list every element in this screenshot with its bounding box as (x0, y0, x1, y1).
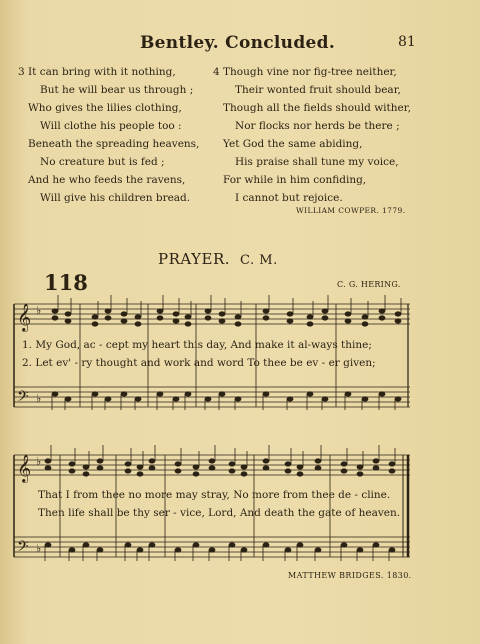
note-head (205, 397, 211, 401)
note-head (121, 312, 127, 316)
note-head (307, 322, 313, 326)
note-head (389, 469, 395, 473)
note-head (322, 316, 328, 320)
note-head (185, 392, 191, 396)
note-head (357, 465, 363, 469)
note-head (149, 466, 155, 470)
verse-line: But he will bear us through ; (40, 84, 194, 96)
hymn-meter: C. M. (240, 253, 278, 268)
note-head (307, 392, 313, 396)
note-head (357, 472, 363, 476)
note-head (389, 548, 395, 552)
note-head (173, 312, 179, 316)
note-head (395, 397, 401, 401)
verse-line: And he who feeds the ravens, (28, 174, 186, 186)
note-head (315, 459, 321, 463)
note-head (149, 459, 155, 463)
note-head (65, 312, 71, 316)
note-head (137, 465, 143, 469)
composer-credit: C. G. HERING. (337, 280, 401, 289)
note-head (97, 548, 103, 552)
note-head (263, 459, 269, 463)
note-head (209, 548, 215, 552)
note-head (345, 319, 351, 323)
note-head (263, 466, 269, 470)
note-head (157, 316, 163, 320)
note-head (389, 462, 395, 466)
note-head (297, 465, 303, 469)
page-header-title: Bentley. Concluded. (140, 33, 336, 53)
note-head (285, 462, 291, 466)
verse-author-credit: WILLIAM COWPER. 1779. (296, 206, 406, 215)
note-head (125, 462, 131, 466)
note-head (83, 543, 89, 547)
verse-line: Though all the fields should wither, (223, 102, 411, 114)
verse-line: Who gives the lilies clothing, (28, 102, 182, 114)
note-head (135, 397, 141, 401)
note-head (373, 543, 379, 547)
note-head (287, 319, 293, 323)
svg-text:𝄢: 𝄢 (17, 388, 29, 409)
note-head (362, 322, 368, 326)
note-head (135, 315, 141, 319)
note-head (185, 315, 191, 319)
note-head (341, 469, 347, 473)
note-head (97, 466, 103, 470)
note-head (149, 543, 155, 547)
lyric-line: Then life shall be thy ser - vice, Lord, And death the gate of heaven. (38, 507, 401, 519)
note-head (105, 316, 111, 320)
note-head (285, 548, 291, 552)
note-head (137, 548, 143, 552)
note-head (135, 322, 141, 326)
note-head (229, 543, 235, 547)
note-head (175, 548, 181, 552)
lyric-line: 2. Let ev' - ry thought and work and word To thee be ev - er given; (22, 357, 376, 369)
note-head (263, 309, 269, 313)
note-head (69, 548, 75, 552)
note-head (125, 543, 131, 547)
note-head (241, 472, 247, 476)
note-head (395, 319, 401, 323)
note-head (209, 466, 215, 470)
note-head (157, 392, 163, 396)
note-head (341, 543, 347, 547)
note-head (209, 459, 215, 463)
note-head (105, 309, 111, 313)
note-head (229, 469, 235, 473)
note-head (92, 315, 98, 319)
note-head (105, 397, 111, 401)
note-head (379, 316, 385, 320)
verse-line: Will clothe his people too : (40, 120, 182, 132)
note-head (157, 309, 163, 313)
note-head (92, 392, 98, 396)
svg-text:𝄞: 𝄞 (17, 454, 32, 482)
note-head (297, 472, 303, 476)
note-head (357, 548, 363, 552)
svg-text:𝄞: 𝄞 (17, 303, 32, 331)
note-head (322, 309, 328, 313)
note-head (83, 472, 89, 476)
note-head (235, 322, 241, 326)
note-head (65, 319, 71, 323)
page-number: 81 (398, 34, 416, 50)
note-head (52, 316, 58, 320)
note-head (241, 548, 247, 552)
verse-line: Their wonted fruit should bear, (235, 84, 401, 96)
note-head (341, 462, 347, 466)
note-head (345, 312, 351, 316)
note-head (83, 465, 89, 469)
note-head (185, 322, 191, 326)
note-head (45, 466, 51, 470)
svg-text:♭: ♭ (36, 392, 42, 405)
note-head (173, 397, 179, 401)
note-head (193, 472, 199, 476)
note-head (69, 469, 75, 473)
verse-line: No creature but is fed ; (40, 156, 165, 168)
verse-line: Beneath the spreading heavens, (28, 138, 200, 150)
note-head (263, 543, 269, 547)
note-head (362, 397, 368, 401)
note-head (263, 392, 269, 396)
svg-text:𝄢: 𝄢 (17, 538, 29, 559)
note-head (287, 312, 293, 316)
note-head (97, 459, 103, 463)
note-head (92, 322, 98, 326)
note-head (379, 309, 385, 313)
note-head (193, 465, 199, 469)
lyric-line: That I from thee no more may stray, No more from thee de - cline. (38, 489, 391, 501)
verse-line: I cannot but rejoice. (235, 192, 343, 204)
hymn-tune-name: PRAYER. (158, 250, 231, 268)
note-head (193, 543, 199, 547)
note-head (287, 397, 293, 401)
note-head (52, 309, 58, 313)
note-head (175, 469, 181, 473)
verse-line: His praise shall tune my voice, (235, 156, 399, 168)
lyric-line: 1. My God, ac - cept my heart this day, And make it al-ways thine; (22, 339, 372, 351)
note-head (121, 319, 127, 323)
note-head (373, 459, 379, 463)
note-head (173, 319, 179, 323)
svg-text:♭: ♭ (36, 304, 42, 317)
note-head (229, 462, 235, 466)
note-head (121, 392, 127, 396)
note-head (315, 466, 321, 470)
note-head (322, 397, 328, 401)
svg-text:♭: ♭ (36, 542, 42, 555)
note-head (45, 459, 51, 463)
note-head (52, 392, 58, 396)
verse-line: 4 Though vine nor fig-tree neither, (213, 66, 397, 78)
note-head (219, 312, 225, 316)
note-head (263, 316, 269, 320)
note-head (137, 472, 143, 476)
note-head (395, 312, 401, 316)
note-head (241, 465, 247, 469)
note-head (315, 548, 321, 552)
hymn-author-credit: MATTHEW BRIDGES. 1830. (288, 571, 412, 580)
note-head (235, 315, 241, 319)
verse-line: Will give his children bread. (40, 192, 191, 204)
note-head (45, 543, 51, 547)
hymn-number: 118 (44, 270, 88, 295)
verse-line: 3 It can bring with it nothing, (18, 66, 176, 78)
note-head (345, 392, 351, 396)
note-head (69, 462, 75, 466)
note-head (297, 543, 303, 547)
note-head (205, 309, 211, 313)
note-head (235, 397, 241, 401)
note-head (379, 392, 385, 396)
note-head (219, 319, 225, 323)
note-head (65, 397, 71, 401)
verse-line: Nor flocks nor herds be there ; (235, 120, 400, 132)
note-head (373, 466, 379, 470)
verse-line: Yet God the same abiding, (223, 138, 363, 150)
note-head (175, 462, 181, 466)
note-head (285, 469, 291, 473)
note-head (307, 315, 313, 319)
svg-text:♭: ♭ (36, 455, 42, 468)
note-head (125, 469, 131, 473)
verse-line: For while in him confiding, (223, 174, 367, 186)
note-head (362, 315, 368, 319)
note-head (219, 392, 225, 396)
note-head (205, 316, 211, 320)
